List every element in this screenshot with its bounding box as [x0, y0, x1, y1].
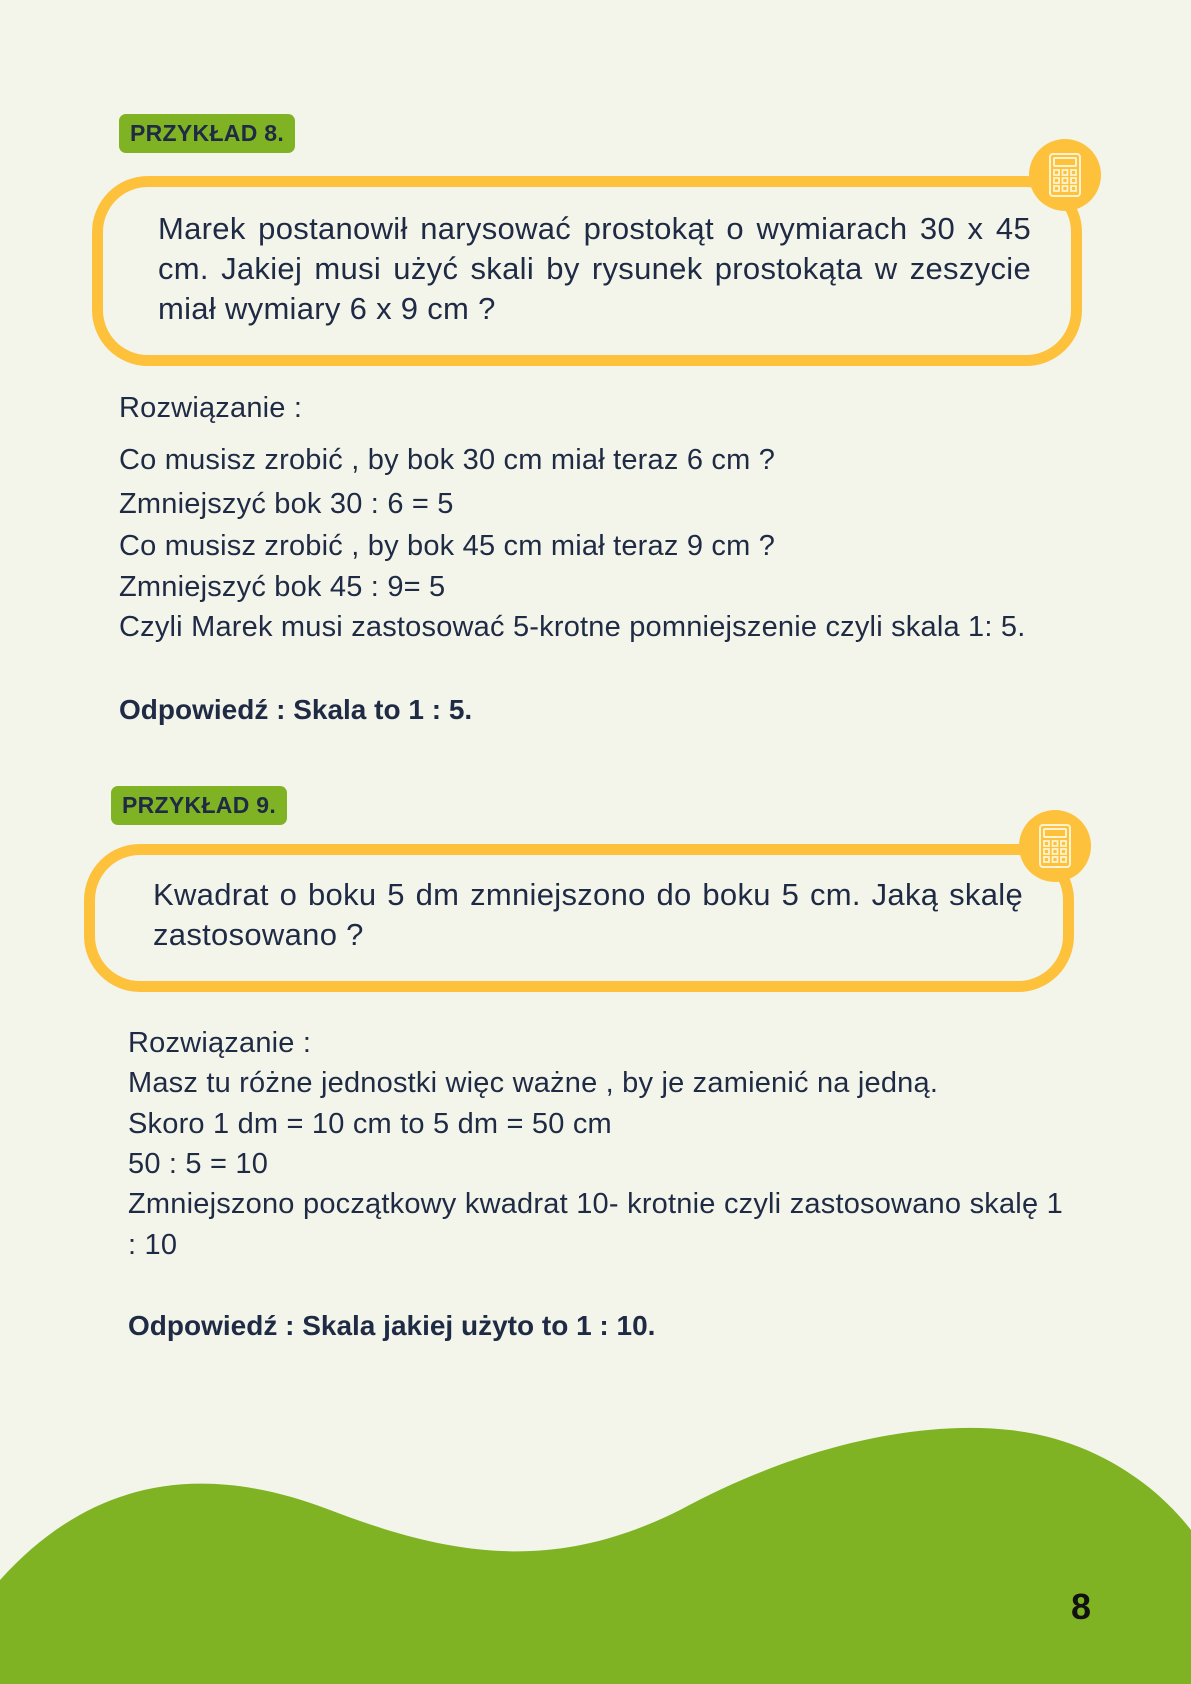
example-9-paragraph: Zmniejszono początkowy kwadrat 10- krotnie czyli zastosowano skalę 1 : 10 [128, 1188, 1063, 1261]
example-9-line-2: Skoro 1 dm = 10 cm to 5 dm = 50 cm [128, 1108, 612, 1140]
example-8-question: Marek postanowił narysować prostokąt o wymiarach 30 x 45 cm. Jakiej musi użyć skali by rysunek prostokąta w zeszycie miał wymiary 6 x 9 cm ? [158, 211, 1031, 326]
example-9-answer: Odpowiedź : Skala jakiej użyto to 1 : 10. [128, 1310, 656, 1341]
example-8-line-3: Co musisz zrobić , by bok 45 cm miał teraz 9 cm ? [119, 530, 776, 562]
example-8-line-5: Czyli Marek musi zastosować 5-krotne pomniejszenie czyli skala 1: 5. [119, 611, 1026, 643]
page-number: 8 [1071, 1586, 1092, 1627]
example-8-question-box [92, 176, 1082, 366]
example-9-line-1: Masz tu różne jednostki więc ważne , by je zamienić na jedną. [128, 1067, 939, 1099]
example-8-solution-label: Rozwiązanie : [119, 392, 303, 424]
example-9-question-box [84, 844, 1074, 992]
calculator-icon [1019, 810, 1091, 882]
example-8-line-4: Zmniejszyć bok 45 : 9= 5 [119, 571, 446, 603]
example-8-answer: Odpowiedź : Skala to 1 : 5. [119, 694, 473, 725]
example-9-question: Kwadrat o boku 5 dm zmniejszono do boku 5 cm. Jaką skalę zastosowano ? [153, 877, 1023, 952]
example-9-tag: PRZYKŁAD 9. [111, 786, 287, 825]
example-8-line-1: Co musisz zrobić , by bok 30 cm miał teraz 6 cm ? [119, 444, 776, 476]
example-8-line-2: Zmniejszyć bok 30 : 6 = 5 [119, 488, 454, 520]
example-9-line-3: 50 : 5 = 10 [128, 1148, 269, 1180]
example-8-tag: PRZYKŁAD 8. [119, 114, 295, 153]
calculator-icon [1029, 139, 1101, 211]
example-9-solution-label: Rozwiązanie : [128, 1027, 312, 1059]
